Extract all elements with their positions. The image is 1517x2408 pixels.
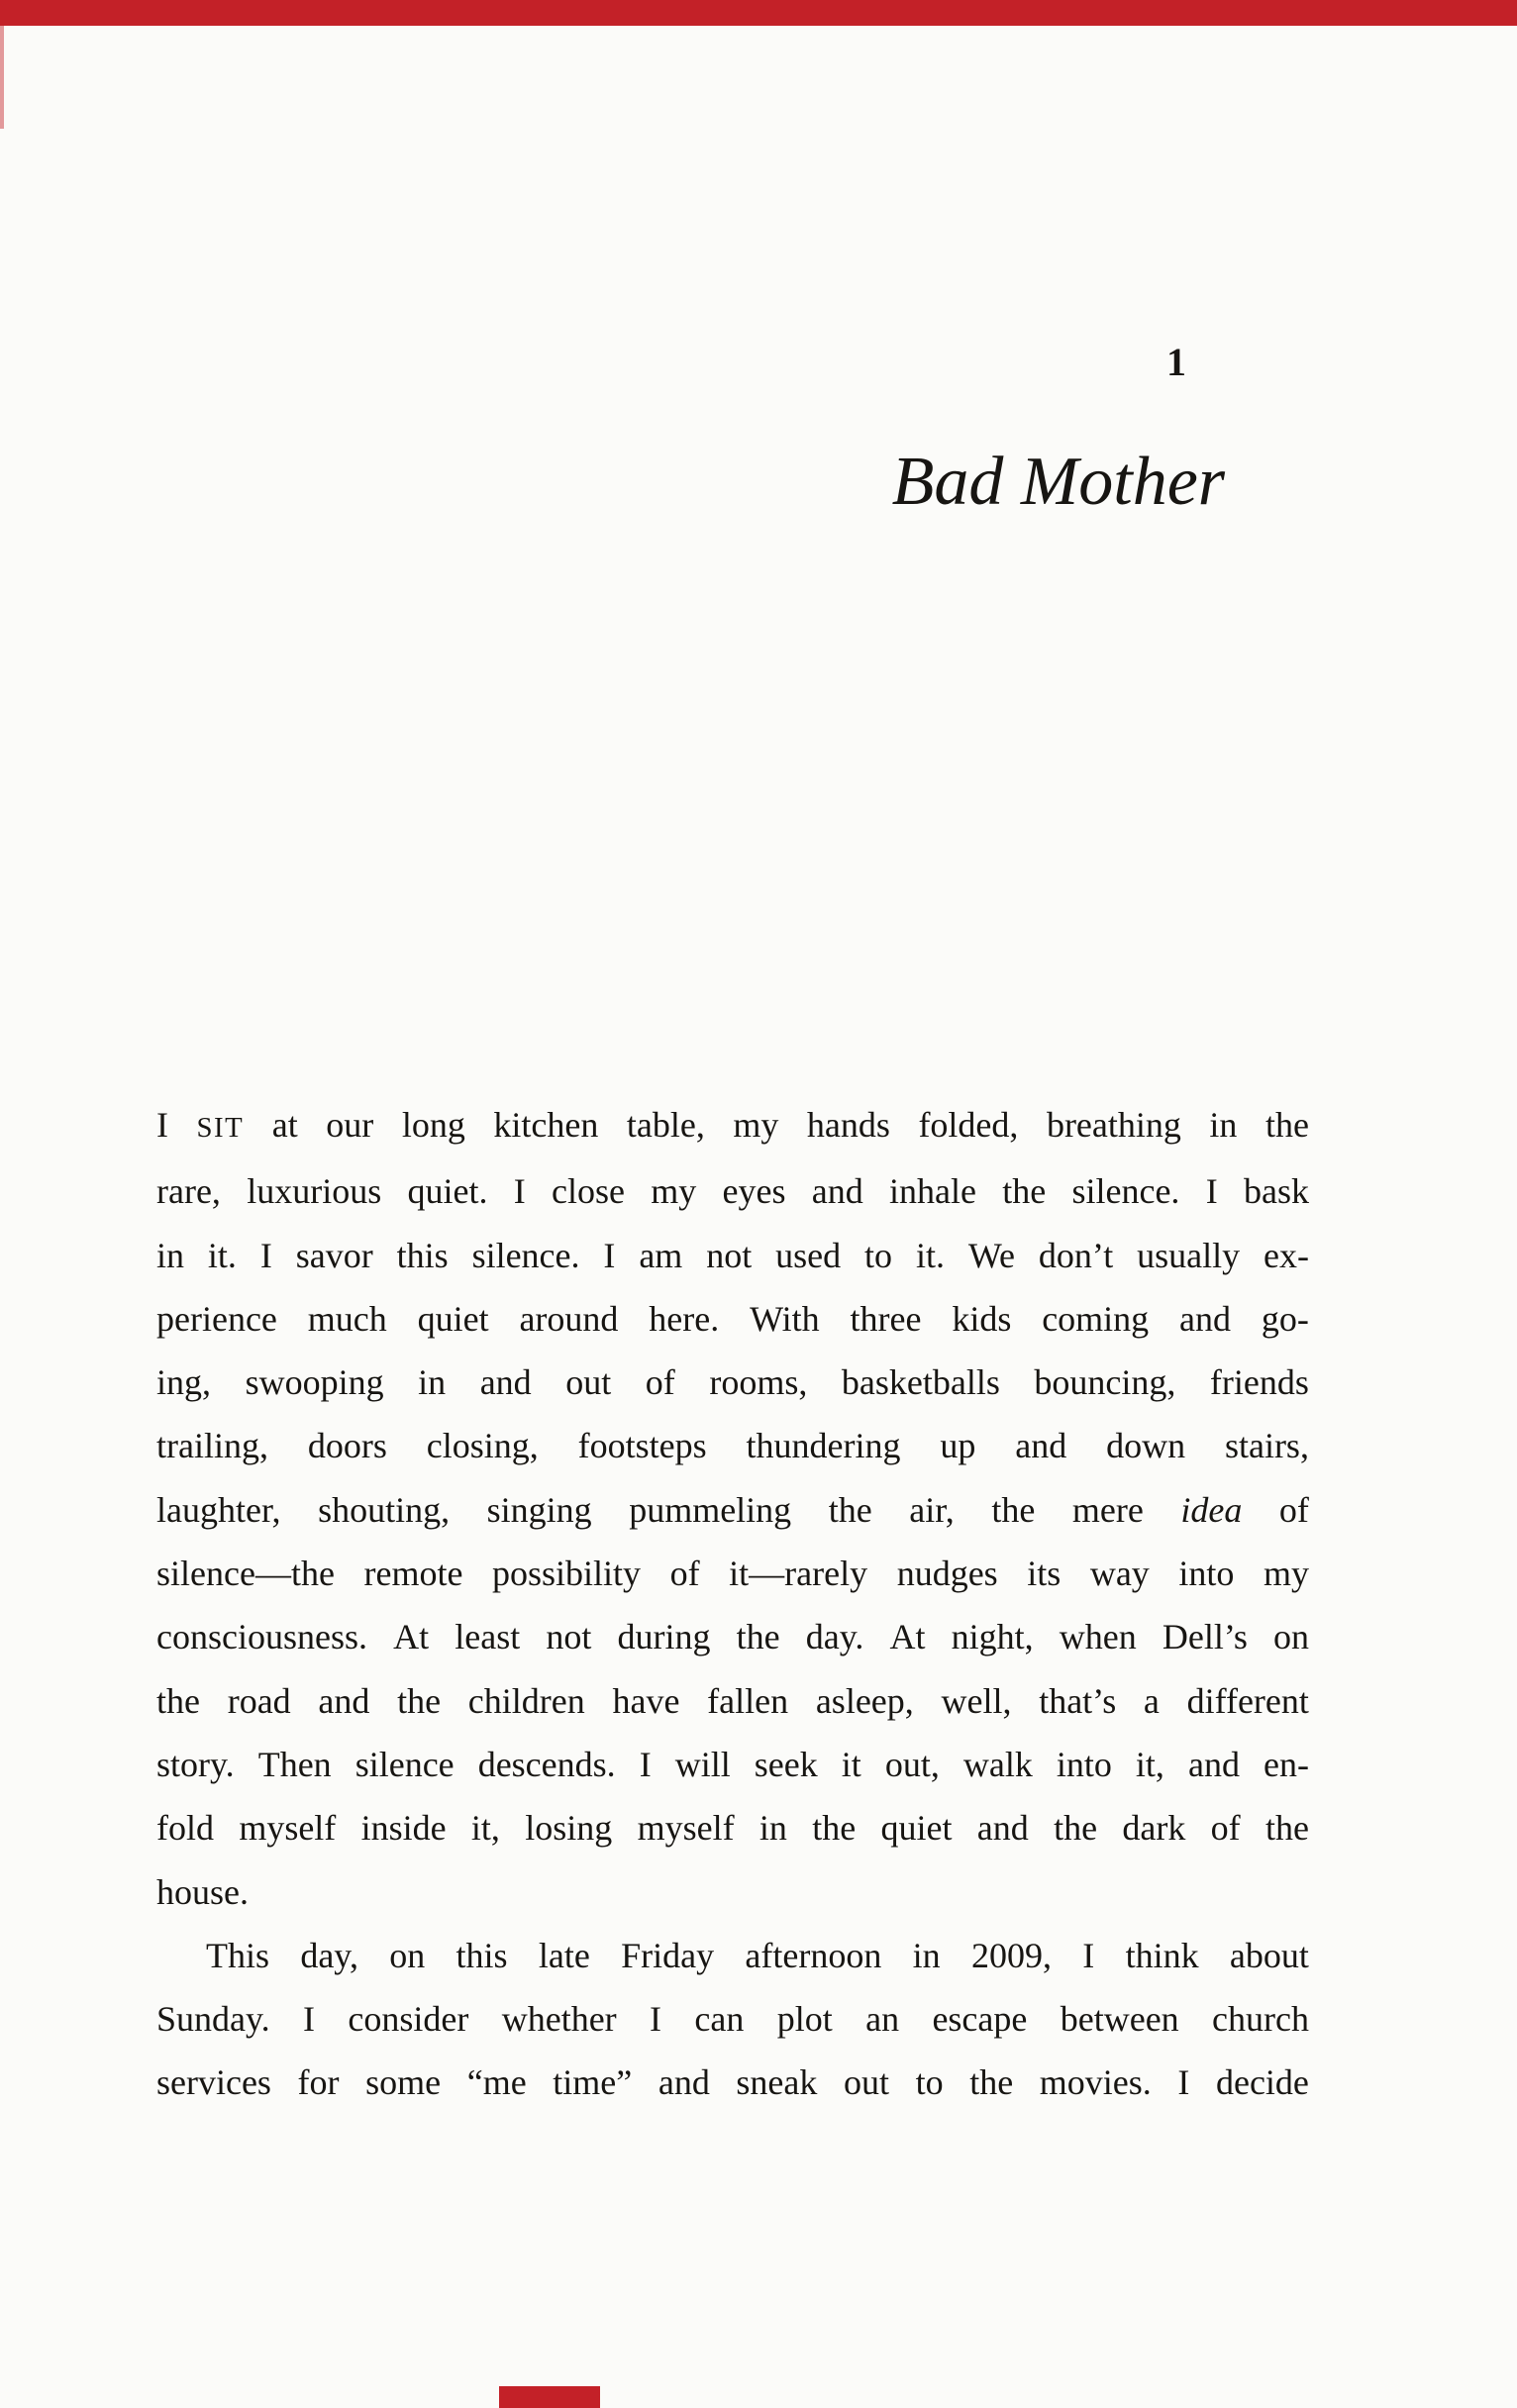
word: out [565, 1362, 612, 1403]
word: and [1179, 1298, 1232, 1339]
word: the [1054, 1808, 1098, 1849]
word: my [733, 1105, 779, 1145]
word: “me [466, 2062, 527, 2103]
word: that’s [1039, 1680, 1117, 1721]
word: silence—the [156, 1554, 335, 1594]
word: have [612, 1680, 680, 1721]
word: laughter, [156, 1489, 281, 1530]
word: asleep, [815, 1680, 914, 1721]
word: I [639, 1744, 652, 1784]
word: walk [962, 1744, 1033, 1784]
word: our [326, 1105, 374, 1145]
word: three [850, 1298, 922, 1339]
word: and [976, 1808, 1029, 1849]
word: descends. [477, 1744, 616, 1784]
word: well, [941, 1680, 1012, 1721]
word: fallen [707, 1680, 789, 1721]
word: much [307, 1298, 387, 1339]
word: kids [952, 1298, 1012, 1339]
word: eyes [722, 1171, 786, 1212]
word: I [259, 1235, 272, 1275]
word: swooping [245, 1362, 384, 1403]
chapter-number: 1 [1166, 340, 1186, 384]
word: its [1027, 1554, 1062, 1594]
word: consider [348, 1999, 469, 2040]
word: friends [1209, 1362, 1309, 1403]
scan-artifact-bottom-edge [499, 2386, 600, 2408]
word: for [297, 2062, 340, 2103]
word: afternoon [745, 1935, 882, 1975]
word: seek [754, 1744, 818, 1784]
text-line-16 [156, 2051, 1309, 2114]
word: the [828, 1489, 872, 1530]
word: here. [649, 1298, 720, 1339]
word: during [617, 1617, 711, 1657]
word: this [455, 1935, 508, 1975]
word: inside [360, 1808, 447, 1849]
word: of [645, 1362, 675, 1403]
word: way [1089, 1554, 1150, 1594]
word: basketballs [841, 1362, 1000, 1403]
text-line-1 [156, 1093, 1309, 1159]
word: time” [553, 2062, 633, 2103]
scan-artifact-top-edge [0, 0, 1517, 26]
word: breathing [1046, 1105, 1181, 1145]
word: movies. [1039, 2062, 1152, 2103]
word: kitchen [493, 1105, 599, 1145]
word: the [1264, 1105, 1309, 1145]
word: silence. [1071, 1171, 1180, 1212]
word: it [841, 1744, 861, 1784]
word: fold [156, 1808, 214, 1849]
word: losing [525, 1808, 613, 1849]
text-line-2 [156, 1159, 1309, 1223]
word: day. [805, 1617, 864, 1657]
word: and [811, 1171, 863, 1212]
word: around [519, 1298, 619, 1339]
word: I [1205, 1171, 1218, 1212]
word: doors [307, 1426, 387, 1466]
word: up [940, 1426, 976, 1466]
text-line-13 [156, 1860, 1309, 1924]
word: it, [1135, 1744, 1164, 1784]
word: singing [486, 1489, 592, 1530]
word: I [303, 1999, 316, 2040]
word: to [915, 2062, 944, 2103]
word: luxurious [247, 1171, 382, 1212]
word: the [969, 2062, 1014, 2103]
word: thundering [746, 1426, 901, 1466]
word: services [156, 2062, 271, 2103]
word: and [657, 2062, 710, 2103]
word: go- [1261, 1298, 1309, 1339]
word: and [1187, 1744, 1240, 1784]
word: my [1263, 1554, 1309, 1594]
word: about [1229, 1935, 1309, 1975]
word: day, [300, 1935, 358, 1975]
word: least [455, 1617, 521, 1657]
scan-artifact-left-edge [0, 20, 4, 129]
word: this [396, 1235, 449, 1275]
word: sneak [736, 2062, 818, 2103]
word: and [1015, 1426, 1067, 1466]
word: between [1060, 1999, 1179, 2040]
word: the [1002, 1171, 1047, 1212]
word: I [156, 1105, 168, 1145]
word: pummeling [629, 1489, 792, 1530]
word: With [750, 1298, 820, 1339]
word: closing, [426, 1426, 539, 1466]
word: of [669, 1554, 700, 1594]
word: hands [806, 1105, 890, 1145]
word: I [650, 1999, 662, 2040]
word: it—rarely [729, 1554, 868, 1594]
word: quiet [880, 1808, 953, 1849]
word: the [156, 1680, 200, 1721]
word: silence [354, 1744, 455, 1784]
text-line-10 [156, 1669, 1309, 1733]
word: out [843, 2062, 889, 2103]
word: I [1082, 1935, 1095, 1975]
word: story. [156, 1744, 235, 1784]
word: the [812, 1808, 857, 1849]
word: my [651, 1171, 697, 1212]
word: in [418, 1362, 447, 1403]
text-line-9 [156, 1605, 1309, 1668]
word: mere [1071, 1489, 1144, 1530]
word: ing, [156, 1362, 212, 1403]
word: different [1186, 1680, 1309, 1721]
word: 2009, [970, 1935, 1052, 1975]
word: remote [363, 1554, 463, 1594]
word: folded, [918, 1105, 1019, 1145]
word: the [736, 1617, 780, 1657]
word: into [1056, 1744, 1112, 1784]
text-line-15 [156, 1987, 1309, 2051]
word: in [912, 1935, 941, 1975]
word: a [1143, 1680, 1160, 1721]
word: think [1125, 1935, 1199, 1975]
word: This [206, 1935, 270, 1975]
word: it. [207, 1235, 237, 1275]
word: rare, [156, 1171, 221, 1212]
word: out, [884, 1744, 940, 1784]
word: into [1178, 1554, 1235, 1594]
text-line-8 [156, 1542, 1309, 1605]
word: children [467, 1680, 585, 1721]
body-text-block [156, 1093, 1309, 2115]
word: down [1106, 1426, 1186, 1466]
word: house. [156, 1871, 249, 1912]
word: long [401, 1105, 465, 1145]
word: idea [1180, 1489, 1243, 1530]
word: it, [470, 1808, 500, 1849]
word: trailing, [156, 1426, 268, 1466]
word: close [552, 1171, 625, 1212]
word: consciousness. [156, 1617, 367, 1657]
word: I [1177, 2062, 1190, 2103]
word: quiet [417, 1298, 489, 1339]
word: it. [915, 1235, 945, 1275]
word: possibility [492, 1554, 642, 1594]
word: myself [239, 1808, 337, 1849]
word: stairs, [1224, 1426, 1309, 1466]
word: perience [156, 1298, 277, 1339]
word: footsteps [577, 1426, 707, 1466]
word: myself [637, 1808, 735, 1849]
word: ex- [1264, 1235, 1309, 1275]
word: nudges [896, 1554, 998, 1594]
word: to [864, 1235, 893, 1275]
text-line-6 [156, 1414, 1309, 1477]
word: don’t [1038, 1235, 1114, 1275]
word: used [775, 1235, 842, 1275]
text-line-14 [156, 1924, 1309, 1987]
word: and [318, 1680, 370, 1721]
word: not [546, 1617, 592, 1657]
word: bask [1243, 1171, 1309, 1212]
word: Then [257, 1744, 332, 1784]
word: dark [1122, 1808, 1186, 1849]
word: will [674, 1744, 731, 1784]
text-line-5 [156, 1351, 1309, 1414]
word: the [991, 1489, 1036, 1530]
word: silence. [471, 1235, 580, 1275]
word: at [271, 1105, 298, 1145]
word: plot [776, 1999, 833, 2040]
word: We [967, 1235, 1015, 1275]
word: and [479, 1362, 532, 1403]
word: decide [1215, 2062, 1309, 2103]
word: night, [951, 1617, 1034, 1657]
word: I [513, 1171, 526, 1212]
word: the [1264, 1808, 1309, 1849]
word: air, [909, 1489, 955, 1530]
text-line-11 [156, 1733, 1309, 1796]
text-line-7 [156, 1478, 1309, 1542]
word: when [1059, 1617, 1137, 1657]
word: table, [626, 1105, 705, 1145]
word: some [365, 2062, 442, 2103]
word: Dell’s [1162, 1617, 1248, 1657]
word: SIT [196, 1112, 245, 1144]
word: inhale [889, 1171, 976, 1212]
word: of [1210, 1808, 1241, 1849]
word: the [397, 1680, 442, 1721]
word: coming [1042, 1298, 1150, 1339]
word: shouting, [318, 1489, 451, 1530]
word: not [706, 1235, 753, 1275]
word: an [865, 1999, 900, 2040]
text-line-12 [156, 1796, 1309, 1859]
word: bouncing, [1034, 1362, 1176, 1403]
word: At [393, 1617, 430, 1657]
chapter-title: Bad Mother [891, 444, 1225, 520]
word: usually [1137, 1235, 1241, 1275]
word: in [1209, 1105, 1238, 1145]
text-line-3 [156, 1224, 1309, 1287]
word: on [389, 1935, 426, 1975]
word: road [227, 1680, 291, 1721]
word: rooms, [709, 1362, 808, 1403]
word: church [1212, 1999, 1309, 2040]
word: whether [501, 1999, 617, 2040]
word: en- [1263, 1744, 1309, 1784]
word: At [889, 1617, 926, 1657]
word: escape [932, 1999, 1028, 2040]
word: Sunday. [156, 1999, 270, 2040]
word: in [156, 1235, 185, 1275]
word: on [1272, 1617, 1309, 1657]
word: in [758, 1808, 787, 1849]
word: savor [295, 1235, 373, 1275]
word: can [694, 1999, 745, 2040]
word: late [538, 1935, 590, 1975]
text-line-4 [156, 1287, 1309, 1351]
word: of [1278, 1489, 1309, 1530]
word: Friday [621, 1935, 715, 1975]
word: quiet. [407, 1171, 488, 1212]
word: am [639, 1235, 683, 1275]
word: I [603, 1235, 616, 1275]
